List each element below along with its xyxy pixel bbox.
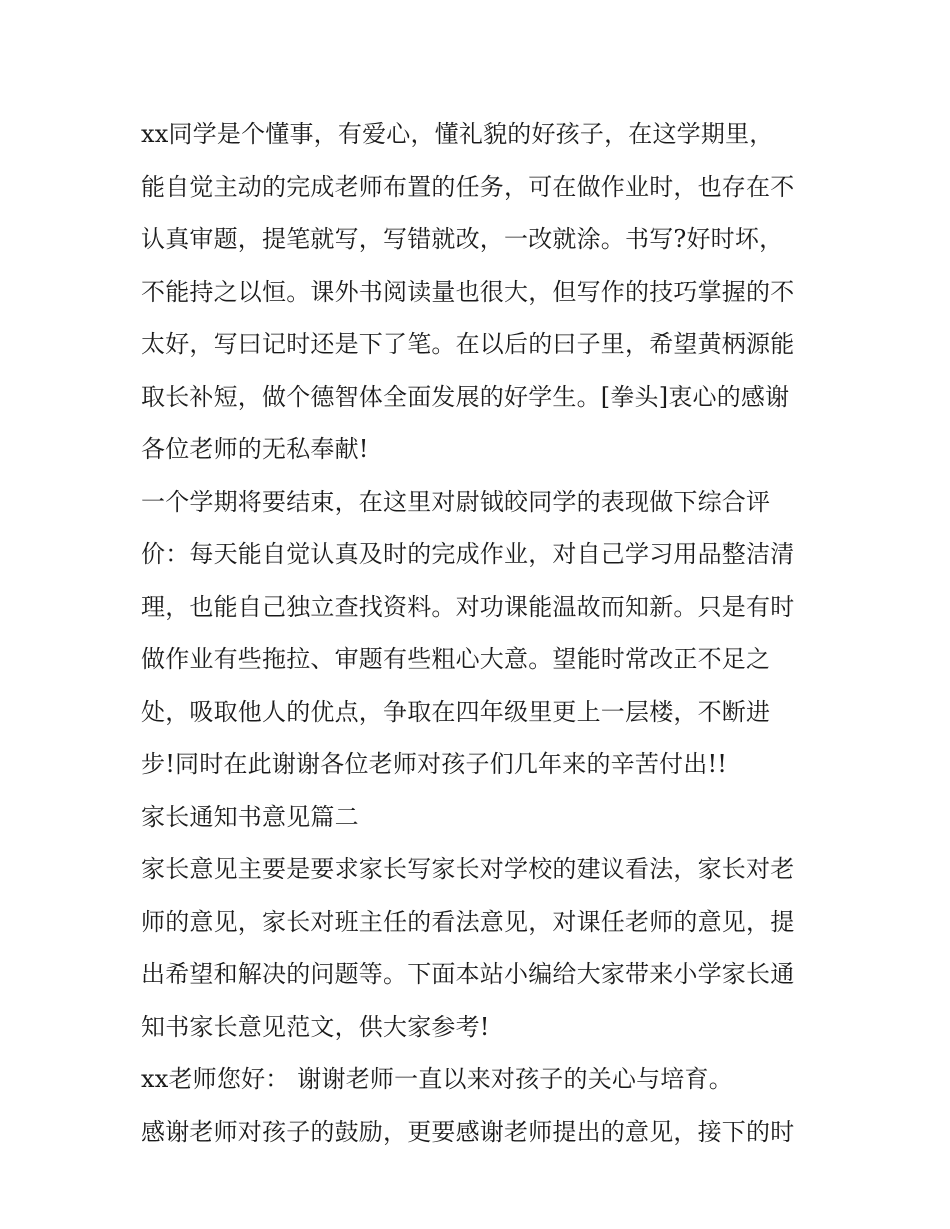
document-body	[141, 108, 821, 1158]
paragraph-line: 知书家长意见范文，供大家参考!	[141, 1012, 490, 1041]
paragraph-line: 能自觉主动的完成老师布置的任务，可在做作业时，也存在不	[141, 172, 795, 201]
paragraph-line: 处，吸取他人的优点，争取在四年级里更上一层楼，不断进	[141, 697, 771, 726]
paragraph-line: 认真审题，提笔就写，写错就改，一改就涂。书写?好时坏，	[141, 225, 784, 253]
section-heading: 家长通知书意见篇二	[141, 802, 359, 831]
paragraph-line: 理，也能自己独立查找资料。对功课能温故而知新。只是有时	[141, 592, 795, 621]
paragraph-line: 步!同时在此谢谢各位老师对孩子们几年来的辛苦付出!!	[141, 750, 728, 778]
paragraph-line: 各位老师的无私奉献!	[141, 435, 369, 463]
paragraph-line: xx老师您好： 谢谢老师一直以来对孩子的关心与培育。	[141, 1065, 733, 1093]
paragraph-line: 价：每天能自觉认真及时的完成作业，对自己学习用品整洁清	[141, 540, 795, 568]
paragraph-line: 取长补短，做个德智体全面发展的好学生。[拳头]衷心的感谢	[141, 382, 790, 411]
paragraph-line: 师的意见，家长对班主任的看法意见，对课任老师的意见，提	[141, 907, 795, 936]
paragraph-line: 出希望和解决的问题等。下面本站小编给大家带来小学家长通	[141, 960, 795, 988]
paragraph-line: 家长意见主要是要求家长写家长对学校的建议看法，家长对老	[141, 855, 795, 883]
paragraph-line: 不能持之以恒。课外书阅读量也很大，但写作的技巧掌握的不	[141, 277, 795, 306]
paragraph-line: xx同学是个懂事，有爱心，懂礼貌的好孩子，在这学期里，	[141, 120, 774, 148]
paragraph-line: 感谢老师对孩子的鼓励，更要感谢老师提出的意见，接下的时	[141, 1117, 795, 1146]
paragraph-line: 一个学期将要结束，在这里对尉钺皎同学的表现做下综合评	[141, 487, 771, 516]
paragraph-line: 做作业有些拖拉、审题有些粗心大意。望能时常改正不足之	[141, 645, 771, 673]
paragraph-line: 太好，写曰记时还是下了笔。在以后的曰子里，希望黄柄源能	[141, 330, 795, 358]
